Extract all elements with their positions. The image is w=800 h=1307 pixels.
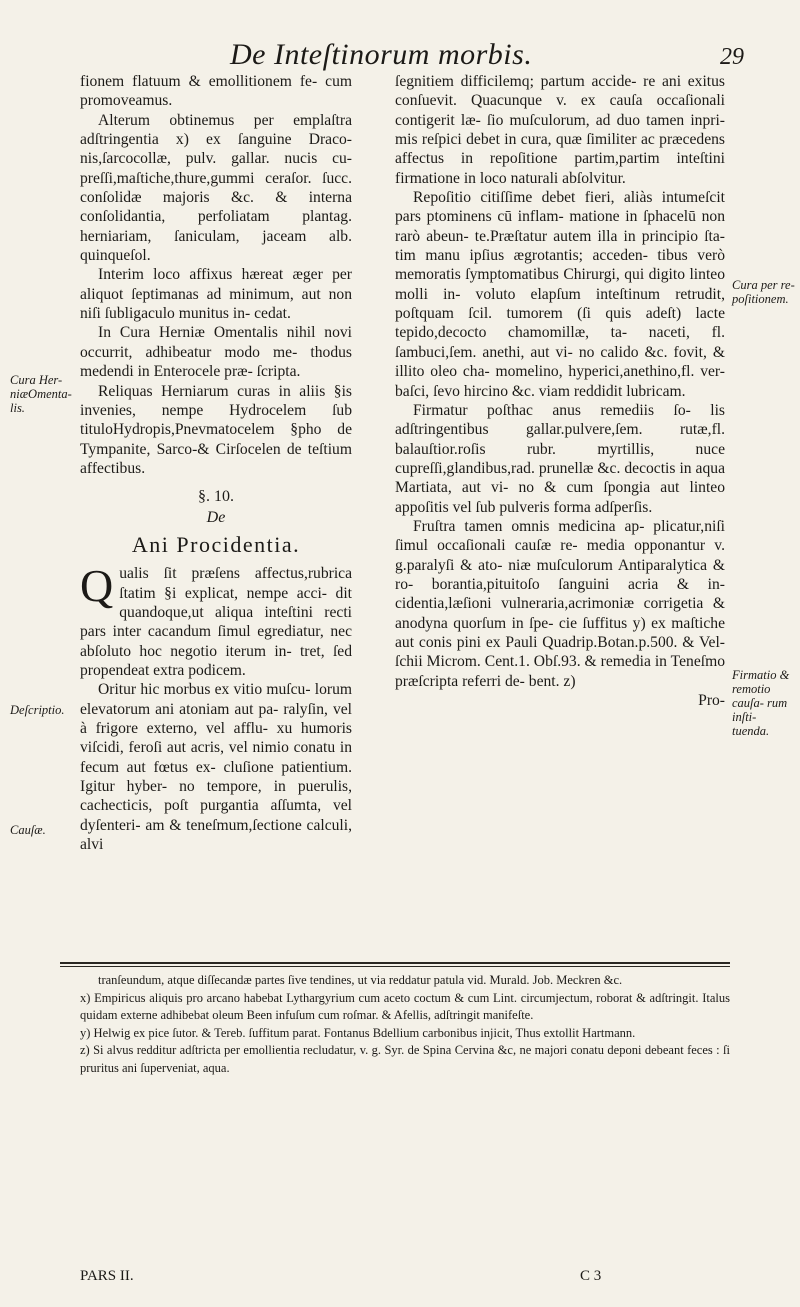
- margin-note-cura-repositionem: Cura per re- poſitionem.: [732, 278, 795, 306]
- footnote-x: x) Empiricus aliquis pro arcano habebat Lythargyrium cum aceto coctum & cum Lint. circumjectum, roborat & adſtringit. Italus quidam externe adhibebat oleum Been infuſum cum roſmar. & Afellis, adſtringit manifeſte.: [80, 990, 730, 1022]
- right-column: [395, 72, 725, 710]
- signature-part: PARS II.: [80, 1268, 134, 1284]
- page-number: 29: [720, 44, 744, 70]
- footnote-continuation: tranſeundum, atque diſſecandæ partes ſive tendines, ut via reddatur patula vid. Murald. Job. Meckren &c.: [98, 973, 623, 987]
- paragraph: Interim loco affixus hæreat æger per aliquot ſeptimanas ad minimum, aut non niſi ſubligaculo munitus in- cedat.: [80, 266, 352, 323]
- section-title: Ani Procidentia.: [131, 532, 301, 558]
- paragraph: In Cura Herniæ Omentalis nihil novi occurrit, adhibeatur modo me- thodus medendi in Enterocele præ- ſcripta.: [80, 324, 352, 381]
- paragraph: Firmatur poſthac anus remediis ſo- lis adſtringentibus gallar.pulvere,ſem. rutæ,fl. balauſtior.roſis rubr. myrtillis, nuce cupreſſi,glandibus,rad. prunellæ &c. decoctis in aqua Martiata, aut vi- no & cum ſpongia aut linteo appoſitis vel ſub pulveris forma adſperſis.: [395, 401, 725, 516]
- margin-note-causae: Cauſæ.: [10, 823, 46, 837]
- section-prefix: De: [206, 509, 226, 527]
- paragraph: Oritur hic morbus ex vitio muſcu- lorum elevatorum ani atoniam aut pa- ralyſin, vel à frigore externo, vel afflu- xu humoris viſcidi, feroſi aut acris, vel nimio conatu in fecum aut fœtus ex- cluſione patientium. Igitur hyber- no tempore, in puerulis, cachecticis, poſt purgantia aſſumta, vel dyſenteri- am & teneſmum,ſectione calculi, alvi: [80, 681, 352, 854]
- margin-note-descriptio: Deſcriptio.: [10, 703, 65, 717]
- footnote-rule-thin: [60, 966, 730, 967]
- margin-note-firmatio: Firmatio & remotio cauſa- rum inſti- tuenda.: [732, 668, 790, 738]
- footnote-y: y) Helwig ex pice ſutor. & Tereb. ſuffitum parat. Fontanus Bdellium carbonibus injicit, Thus extollit Hartmann.: [80, 1025, 636, 1040]
- margin-note-cura-hernia: Cura Her- niæOmenta- lis.: [10, 373, 72, 415]
- paragraph: Fruſtra tamen omnis medicina ap- plicatur,niſi ſimul occaſionali cauſæ re- media opponantur v. g.paralyſi & ato- niæ muſculorum Antiparalytica & ro- borantia,pituitoſo ſanguini acria & in- cidentia,læſioni vulneraria,acrimoniæ corrigetia & anodyna quorſum in ſpe- cie ſuffitus y) ex maſtiche aut conis pini ex Pauli Quadrip.Botan.p.500. & Vel- ſchii Microm. Cent.1. Obſ.93. & remedia in Teneſmo præſcripta referri de- bent. z): [395, 517, 725, 690]
- paragraph: ſegnitiem difficilemq; partum accide- re ani exitus conſuevit. Quacunque v. ex cauſa occaſionali contigerit læ- ſio muſculorum, ad duo tamen inpri- mis reſpici debet in cura, quæ ſimiliter ac præcedens affectus in repoſitione partim,partim inteſtini firmatione in loco naturali abſolvitur.: [395, 73, 725, 187]
- footnotes: [80, 972, 730, 1077]
- paragraph-with-initial: [80, 560, 352, 680]
- footnote-z: z) Si alvus redditur adſtricta per emollientia recludatur, v. g. Syr. de Spina Cervina &c, ne majori conatu deponi debeant feces : ſi pruritus ani ſuperveniat, aqua.: [80, 1043, 730, 1075]
- section-number: §. 10.: [198, 488, 234, 506]
- paragraph: Reliquas Herniarum curas in aliis §is invenies, nempe Hydrocelem ſub tituloHydropis,Pnevmatocelem §pho de Tympanite, Sarco-& Cirſocelen de teſtium affectibus.: [80, 382, 352, 477]
- running-head: De Inteſtinorum morbis.: [230, 38, 533, 71]
- signature-mark: C 3: [580, 1268, 602, 1284]
- drop-cap-initial: Q: [80, 560, 114, 612]
- paragraph-text: ualis ſit præſens affectus,rubrica ſtatim §i explicat, nempe acci- dit quandoque,ut aliqua inteſtini recti pars inter cacandum ſimul egrediatur, nec abſoluto hoc negotio iterum in- tret, ſed propendeat extra podicem.: [80, 565, 352, 679]
- catchword: Pro-: [698, 692, 725, 709]
- paragraph: Repoſitio citiſſime debet fieri, aliàs intumeſcit pars ptominens cū inflam- matione in ſphacelū non rarò abeun- te.Præſtatur autem illa in principio ſta- tim manu ipſius ægrotantis; acceden- tibus verò memoratis ſymptomatibus Chirurgi, qui digito linteo molli in- voluto elapſum inteſtinum retrudit, poſtquam ſcil. tumorem (ſi quis adeſt) lacte tepido,decocto chamomillæ, ta- naceti, fl. ſambuci,ſem. anethi, aut vi- no calido &c. fovit, & illito oleo cha- momelino, hyperici,anethino,fl. ver- baſci, ſevo hircino &c. viam reddidit lubricam.: [395, 189, 725, 400]
- paragraph: fionem flatuum & emollitionem fe- cum promoveamus.: [80, 73, 352, 110]
- left-column: [80, 72, 352, 854]
- footnote-rule: [60, 962, 730, 964]
- paragraph: Alterum obtinemus per emplaſtra adſtringentia x) ex ſanguine Draco- nis,ſarcocollæ, pulv. gallar. nucis cu- preſſi,maſtiche,thure,gummi ceraſor. ſucc. conſolidæ majoris &c. & interna conſolidantia, perfoliatam plantag. herniariam, ſaniculam, jaceam alb. quinqueſol.: [80, 111, 352, 265]
